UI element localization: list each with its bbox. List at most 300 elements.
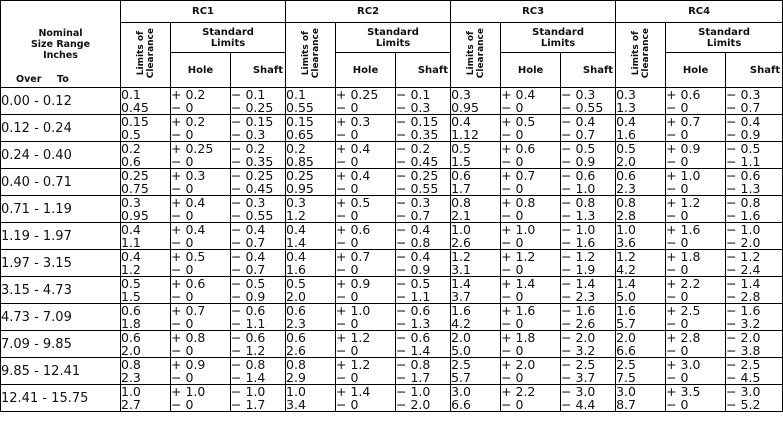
- over-label: Over: [16, 74, 42, 85]
- shaft-cell: [561, 331, 616, 358]
- upper-value: + 0.6: [171, 276, 206, 291]
- lower-value: − 0: [501, 154, 524, 169]
- upper-value: + 2.2: [666, 276, 701, 291]
- lower-value: 1.5: [451, 154, 471, 169]
- upper-value: − 1.0: [726, 222, 761, 237]
- hole-cell: [666, 88, 726, 115]
- upper-value: 0.4: [616, 114, 636, 129]
- size-range-cell: 3.15 - 4.73: [1, 277, 121, 304]
- upper-value: + 0.8: [501, 195, 536, 210]
- upper-value: − 0.3: [726, 87, 761, 102]
- lower-value: − 0: [336, 289, 359, 304]
- upper-value: 0.15: [286, 114, 314, 129]
- lower-value: 0.65: [286, 127, 314, 142]
- clearance-cell: [286, 88, 336, 115]
- upper-value: − 1.6: [726, 303, 761, 318]
- clearance-cell: [451, 88, 501, 115]
- shaft-cell: [726, 277, 783, 304]
- upper-value: − 0.5: [561, 141, 596, 156]
- upper-value: 2.0: [451, 330, 471, 345]
- clearance-cell: [121, 250, 171, 277]
- hole-cell: [171, 142, 231, 169]
- lower-value: 0.95: [451, 100, 479, 115]
- upper-value: + 2.0: [501, 357, 536, 372]
- upper-value: + 0.3: [171, 168, 206, 183]
- clearance-cell: [286, 358, 336, 385]
- lower-value: 5.7: [451, 370, 471, 385]
- lower-value: 0.55: [286, 100, 314, 115]
- size-range-cell: 9.85 - 12.41: [1, 358, 121, 385]
- limits-of-line: Limits of: [135, 30, 146, 76]
- table-row: [1, 196, 783, 223]
- lower-value: − 1.6: [561, 235, 596, 250]
- limits-of-clearance-header: [286, 23, 336, 88]
- upper-value: 0.3: [451, 87, 471, 102]
- clearance-cell: [121, 331, 171, 358]
- lower-value: − 0: [336, 343, 359, 358]
- lower-value: 2.3: [121, 370, 141, 385]
- upper-value: + 0.8: [171, 330, 206, 345]
- lower-value: 2.3: [286, 316, 306, 331]
- upper-value: + 0.9: [171, 357, 206, 372]
- shaft-cell: [231, 250, 286, 277]
- limits-of-line: Limits of: [630, 30, 641, 76]
- size-range-cell: 0.00 - 0.12: [1, 88, 121, 115]
- upper-value: + 3.0: [666, 357, 701, 372]
- clearance-cell: [616, 115, 666, 142]
- nominal-size-header: [1, 1, 121, 88]
- upper-value: + 0.2: [171, 87, 206, 102]
- hole-header: Hole: [501, 53, 561, 88]
- size-range-cell: 1.97 - 3.15: [1, 250, 121, 277]
- clearance-cell: [616, 88, 666, 115]
- upper-value: − 2.0: [726, 330, 761, 345]
- clearance-line: Clearance: [475, 27, 486, 79]
- upper-value: + 0.5: [171, 249, 206, 264]
- shaft-cell: [231, 331, 286, 358]
- lower-value: − 0: [501, 343, 524, 358]
- upper-value: 0.25: [121, 168, 149, 183]
- upper-value: + 0.7: [336, 249, 371, 264]
- clearance-cell: [616, 250, 666, 277]
- lower-value: 2.0: [286, 289, 306, 304]
- lower-value: − 0.3: [396, 100, 431, 115]
- hole-cell: [666, 277, 726, 304]
- hole-cell: [171, 277, 231, 304]
- clearance-cell: [451, 115, 501, 142]
- lower-value: − 0: [171, 370, 194, 385]
- hole-cell: [666, 223, 726, 250]
- shaft-cell: [231, 115, 286, 142]
- clearance-line: Clearance: [145, 27, 156, 79]
- hole-cell: [171, 169, 231, 196]
- lower-value: − 1.0: [561, 181, 596, 196]
- upper-value: + 0.4: [171, 222, 206, 237]
- shaft-cell: [561, 88, 616, 115]
- size-range-cell: 7.09 - 9.85: [1, 331, 121, 358]
- lower-value: − 2.0: [726, 235, 761, 250]
- upper-value: 3.0: [451, 384, 471, 399]
- shaft-cell: [396, 250, 451, 277]
- shaft-cell: [726, 142, 783, 169]
- upper-value: − 1.2: [561, 249, 596, 264]
- size-range-cell: 4.73 - 7.09: [1, 304, 121, 331]
- table-row: [1, 142, 783, 169]
- hole-cell: [171, 223, 231, 250]
- shaft-cell: [726, 358, 783, 385]
- upper-value: − 0.6: [726, 168, 761, 183]
- lower-value: − 0: [501, 208, 524, 223]
- upper-value: 1.0: [286, 384, 306, 399]
- upper-value: + 0.4: [336, 141, 371, 156]
- lower-value: − 0: [666, 370, 689, 385]
- lower-value: − 0: [501, 316, 524, 331]
- shaft-cell: [561, 385, 616, 412]
- limits-of-clearance-header: [121, 23, 171, 88]
- lower-value: 0.75: [121, 181, 149, 196]
- upper-value: 1.0: [616, 222, 636, 237]
- shaft-cell: [726, 88, 783, 115]
- lower-value: − 1.2: [231, 343, 266, 358]
- shaft-cell: [396, 142, 451, 169]
- upper-value: 1.2: [451, 249, 471, 264]
- lower-value: − 0: [501, 289, 524, 304]
- lower-value: 3.4: [286, 397, 306, 412]
- table-row: [1, 331, 783, 358]
- hole-cell: [666, 142, 726, 169]
- shaft-cell: [561, 115, 616, 142]
- lower-value: − 0: [171, 208, 194, 223]
- upper-value: − 0.1: [231, 87, 266, 102]
- shaft-cell: [561, 142, 616, 169]
- standard-line: Standard: [367, 26, 419, 38]
- clearance-cell: [121, 385, 171, 412]
- class-header-rc1: RC1: [121, 1, 286, 23]
- standard-line: Standard: [698, 26, 751, 38]
- upper-value: + 1.6: [666, 222, 701, 237]
- upper-value: − 2.5: [561, 357, 596, 372]
- hole-cell: [666, 169, 726, 196]
- upper-value: 0.5: [451, 141, 471, 156]
- lower-value: 1.1: [121, 235, 141, 250]
- hole-cell: [501, 385, 561, 412]
- clearance-cell: [616, 169, 666, 196]
- hole-cell: [171, 196, 231, 223]
- shaft-cell: [726, 385, 783, 412]
- hole-cell: [336, 304, 396, 331]
- upper-value: 2.5: [451, 357, 471, 372]
- shaft-cell: [396, 88, 451, 115]
- lower-value: − 1.7: [231, 397, 266, 412]
- lower-value: − 0: [336, 208, 359, 223]
- shaft-cell: [231, 277, 286, 304]
- upper-value: + 1.2: [336, 330, 371, 345]
- lower-value: 0.6: [121, 154, 141, 169]
- shaft-cell: [726, 304, 783, 331]
- lower-value: − 0: [501, 181, 524, 196]
- size-range-cell: 0.71 - 1.19: [1, 196, 121, 223]
- upper-value: − 0.25: [396, 168, 439, 183]
- lower-value: − 0: [171, 397, 194, 412]
- lower-value: − 0.9: [396, 262, 431, 277]
- upper-value: + 2.2: [501, 384, 536, 399]
- lower-value: − 0.45: [396, 154, 439, 169]
- shaft-cell: [561, 169, 616, 196]
- upper-value: − 1.0: [231, 384, 266, 399]
- size-range-cell: 0.24 - 0.40: [1, 142, 121, 169]
- class-header-rc4: RC4: [616, 1, 783, 23]
- limits-of-clearance-header: [451, 23, 501, 88]
- shaft-cell: [396, 385, 451, 412]
- upper-value: − 0.8: [231, 357, 266, 372]
- clearance-cell: [286, 223, 336, 250]
- upper-value: + 0.9: [336, 276, 371, 291]
- hole-cell: [171, 385, 231, 412]
- upper-value: + 0.6: [501, 141, 536, 156]
- hole-cell: [336, 115, 396, 142]
- upper-value: 0.3: [121, 195, 141, 210]
- lower-value: − 0.35: [231, 154, 274, 169]
- lower-value: − 0: [336, 370, 359, 385]
- lower-value: − 0: [336, 127, 359, 142]
- lower-value: 2.9: [286, 370, 306, 385]
- shaft-cell: [396, 223, 451, 250]
- inches-label: Inches: [43, 50, 78, 61]
- class-header-rc3: RC3: [451, 1, 616, 23]
- lower-value: − 0: [501, 262, 524, 277]
- lower-value: − 0: [666, 208, 689, 223]
- upper-value: 0.4: [121, 222, 141, 237]
- limits-of-clearance-label: [136, 28, 156, 78]
- hole-cell: [501, 88, 561, 115]
- clearance-cell: [286, 331, 336, 358]
- table-row: [1, 115, 783, 142]
- lower-value: − 0: [666, 127, 689, 142]
- hole-cell: [336, 277, 396, 304]
- clearance-cell: [286, 169, 336, 196]
- lower-value: − 1.1: [726, 154, 761, 169]
- size-range-cell: 1.19 - 1.97: [1, 223, 121, 250]
- clearance-cell: [286, 250, 336, 277]
- upper-value: + 0.2: [171, 114, 206, 129]
- upper-value: 1.6: [451, 303, 471, 318]
- standard-limits-header: [336, 23, 451, 53]
- upper-value: − 3.0: [726, 384, 761, 399]
- clearance-cell: [286, 115, 336, 142]
- lower-value: − 0.55: [396, 181, 439, 196]
- lower-value: − 0: [666, 316, 689, 331]
- lower-value: 1.5: [121, 289, 141, 304]
- hole-cell: [336, 142, 396, 169]
- hole-cell: [336, 250, 396, 277]
- shaft-cell: [231, 304, 286, 331]
- upper-value: 0.8: [121, 357, 141, 372]
- upper-value: 2.0: [616, 330, 636, 345]
- lower-value: − 2.4: [726, 262, 761, 277]
- upper-value: 0.6: [286, 303, 306, 318]
- shaft-cell: [726, 331, 783, 358]
- upper-value: + 0.6: [666, 87, 701, 102]
- lower-value: − 1.7: [396, 370, 431, 385]
- clearance-cell: [616, 358, 666, 385]
- lower-value: 4.2: [451, 316, 471, 331]
- hole-cell: [501, 115, 561, 142]
- shaft-cell: [561, 196, 616, 223]
- lower-value: 1.4: [286, 235, 306, 250]
- shaft-cell: [561, 250, 616, 277]
- upper-value: − 0.4: [726, 114, 761, 129]
- hole-cell: [336, 196, 396, 223]
- shaft-cell: [726, 115, 783, 142]
- lower-value: − 1.9: [561, 262, 596, 277]
- lower-value: 3.1: [451, 262, 471, 277]
- table-row: [1, 223, 783, 250]
- upper-value: 0.5: [286, 276, 306, 291]
- clearance-cell: [616, 142, 666, 169]
- clearance-cell: [121, 142, 171, 169]
- upper-value: + 1.8: [666, 249, 701, 264]
- limits-of-clearance-label: [301, 28, 321, 78]
- clearance-cell: [121, 304, 171, 331]
- lower-value: − 3.7: [561, 370, 596, 385]
- lower-value: − 0: [501, 370, 524, 385]
- lower-value: − 0: [666, 235, 689, 250]
- upper-value: 0.6: [616, 168, 636, 183]
- hole-cell: [666, 331, 726, 358]
- lower-value: 1.8: [121, 316, 141, 331]
- upper-value: 0.2: [121, 141, 141, 156]
- upper-value: − 0.2: [231, 141, 266, 156]
- standard-line: Standard: [532, 26, 584, 38]
- lower-value: − 0: [336, 154, 359, 169]
- hole-cell: [501, 142, 561, 169]
- lower-value: − 0.9: [561, 154, 596, 169]
- shaft-header: Shaft: [396, 53, 451, 88]
- hole-cell: [171, 250, 231, 277]
- clearance-cell: [616, 385, 666, 412]
- upper-value: + 0.25: [171, 141, 214, 156]
- limits-line: Limits: [706, 37, 742, 49]
- lower-value: − 0: [171, 100, 194, 115]
- shaft-cell: [396, 304, 451, 331]
- lower-value: 1.7: [451, 181, 471, 196]
- lower-value: 0.95: [286, 181, 314, 196]
- hole-cell: [501, 250, 561, 277]
- table-row: [1, 169, 783, 196]
- shaft-cell: [726, 250, 783, 277]
- lower-value: 8.7: [616, 397, 636, 412]
- hole-cell: [666, 196, 726, 223]
- table-row: [1, 304, 783, 331]
- upper-value: 0.8: [286, 357, 306, 372]
- lower-value: 5.7: [616, 316, 636, 331]
- upper-value: − 0.5: [726, 141, 761, 156]
- standard-limits-header: [501, 23, 616, 53]
- shaft-cell: [561, 358, 616, 385]
- lower-value: − 1.3: [726, 181, 761, 196]
- upper-value: − 0.4: [231, 249, 266, 264]
- upper-value: + 0.6: [336, 222, 371, 237]
- limits-of-line: Limits of: [465, 30, 476, 76]
- lower-value: 0.95: [121, 208, 149, 223]
- lower-value: − 0.7: [231, 262, 266, 277]
- upper-value: 0.5: [616, 141, 636, 156]
- clearance-cell: [121, 196, 171, 223]
- lower-value: 2.6: [451, 235, 471, 250]
- upper-value: + 1.0: [336, 303, 371, 318]
- clearance-cell: [286, 277, 336, 304]
- shaft-header: Shaft: [726, 53, 783, 88]
- upper-value: 0.8: [451, 195, 471, 210]
- lower-value: − 0.7: [726, 100, 761, 115]
- lower-value: 0.5: [121, 127, 141, 142]
- clearance-cell: [451, 142, 501, 169]
- standard-limits-header: [666, 23, 783, 53]
- standard-line: Standard: [202, 26, 254, 38]
- upper-value: − 0.6: [396, 330, 431, 345]
- shaft-cell: [396, 115, 451, 142]
- shaft-cell: [231, 358, 286, 385]
- lower-value: − 0: [171, 181, 194, 196]
- upper-value: 1.4: [616, 276, 636, 291]
- upper-value: − 0.4: [396, 249, 431, 264]
- lower-value: − 0: [171, 262, 194, 277]
- clearance-cell: [451, 358, 501, 385]
- hole-cell: [336, 358, 396, 385]
- table-row: [1, 250, 783, 277]
- lower-value: − 0: [666, 397, 689, 412]
- upper-value: 0.2: [286, 141, 306, 156]
- upper-value: + 1.4: [336, 384, 371, 399]
- lower-value: − 1.1: [396, 289, 431, 304]
- upper-value: − 2.5: [726, 357, 761, 372]
- upper-value: − 0.6: [396, 303, 431, 318]
- lower-value: − 2.0: [396, 397, 431, 412]
- limits-of-line: Limits of: [300, 30, 311, 76]
- lower-value: − 4.5: [726, 370, 761, 385]
- upper-value: 0.1: [286, 87, 306, 102]
- shaft-cell: [396, 358, 451, 385]
- table-row: [1, 385, 783, 412]
- lower-value: − 0: [666, 289, 689, 304]
- upper-value: 0.3: [616, 87, 636, 102]
- lower-value: − 2.3: [561, 289, 596, 304]
- upper-value: + 1.0: [171, 384, 206, 399]
- clearance-cell: [286, 196, 336, 223]
- lower-value: − 3.8: [726, 343, 761, 358]
- hole-cell: [336, 88, 396, 115]
- lower-value: − 5.2: [726, 397, 761, 412]
- lower-value: − 0: [501, 397, 524, 412]
- upper-value: + 1.0: [501, 222, 536, 237]
- upper-value: 2.5: [616, 357, 636, 372]
- lower-value: 2.8: [616, 208, 636, 223]
- lower-value: − 0.8: [396, 235, 431, 250]
- hole-header: Hole: [171, 53, 231, 88]
- lower-value: − 0: [666, 262, 689, 277]
- shaft-cell: [231, 196, 286, 223]
- clearance-cell: [286, 385, 336, 412]
- hole-cell: [336, 223, 396, 250]
- limits-of-clearance-label: [466, 28, 486, 78]
- lower-value: 0.85: [286, 154, 314, 169]
- upper-value: + 0.4: [501, 87, 536, 102]
- upper-value: − 0.15: [231, 114, 274, 129]
- clearance-cell: [121, 358, 171, 385]
- upper-value: 0.4: [121, 249, 141, 264]
- nominal-label: Nominal: [38, 28, 83, 39]
- lower-value: − 0: [336, 100, 359, 115]
